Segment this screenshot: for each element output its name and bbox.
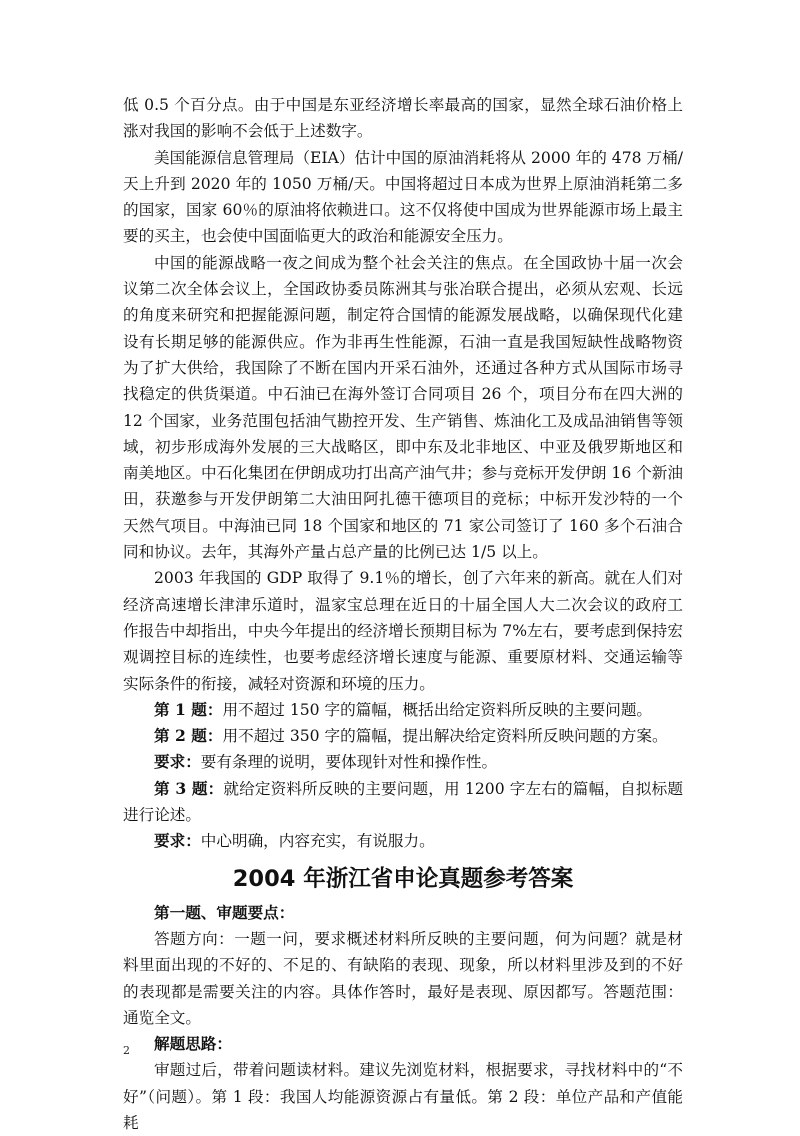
question-3	[123, 776, 683, 829]
section1-heading: 第一题、审题要点：	[154, 902, 295, 922]
paragraph-eia: 美国能源信息管理局（EIA）估计中国的原油消耗将从 2000 年的 478 万桶/天上升到 2020 年的 1050 万桶/天。中国将超过日本成为世界上原油消耗第二多的国家，国家 60％的原油将依赖进口。这不仅将使中国成为世界能源市场上最主要的买主，也会使中国面临更大的政治和能源安全压力。	[123, 148, 683, 246]
requirement-2-label: 要求：	[154, 752, 201, 772]
question-2-text: 用不超过 350 字的篇幅，提出解决给定资料所反映问题的方案。	[222, 727, 668, 746]
question-2-label: 第 2 题：	[154, 726, 223, 746]
requirement-3	[123, 828, 683, 854]
paragraph-gdp: 2003 年我国的 GDP 取得了 9.1％的增长，创了六年来的新高。就在人们对经济高速增长津津乐道时，温家宝总理在近日的十届全国人大二次会议的政府工作报告中却指出，中央今年提出的经济增长预期目标为 7%左右，要考虑到保持宏观调控目标的连续性，也要考虑经济增长速度与能源、重要原材料、交通运输等实际条件的衔接，减轻对资源和环境的压力。	[123, 569, 683, 693]
page-number: 2	[123, 1044, 130, 1057]
requirement-3-label: 要求：	[154, 831, 201, 851]
section2-heading: 解题思路：	[154, 1034, 232, 1054]
section1-text: 答题方向：一题一问，要求概述材料所反映的主要问题，何为问题？就是材料里面出现的不好的、不足的、有缺陷的表现、现象，所以材料里涉及到的不好的表现都是需要关注的内容。具体作答时，最好是表现、原因都写。答题范围：通览全文。	[123, 929, 683, 1027]
answer-title: 2004 年浙江省申论真题参考答案	[232, 865, 574, 892]
question-3-label: 第 3 题：	[154, 778, 224, 798]
question-3-text: 就给定资料所反映的主要问题，用 1200 字左右的篇幅，自拟标题进行论述。	[123, 779, 683, 825]
question-1	[123, 697, 683, 723]
question-1-text: 用不超过 150 字的篇幅，概括出给定资料所反映的主要问题。	[222, 700, 653, 719]
section2-text: 审题过后，带着问题读材料。建议先浏览材料，根据要求，寻找材料中的“不好”（问题）。第 1 段：我国人均能源资源占有量低。第 2 段：单位产品和产值能耗	[123, 1061, 683, 1132]
paragraph-continuation: 低 0.5 个百分点。由于中国是东亚经济增长率最高的国家，显然全球石油价格上涨对我国的影响不会低于上述数字。	[123, 96, 683, 141]
question-1-label: 第 1 题：	[154, 699, 223, 719]
requirement-2	[123, 749, 683, 775]
document-body	[123, 92, 683, 1136]
paragraph-energy-strategy: 中国的能源战略一夜之间成为整个社会关注的焦点。在全国政协十届一次会议第二次全体会议上，全国政协委员陈洲其与张冶联合提出，必须从宏观、长远的角度来研究和把握能源问题，制定符合国情的能源发展战略，以确保现代化建设有长期足够的能源供应。作为非再生性能源，石油一直是我国短缺性战略物资为了扩大供给，我国除了不断在国内开采石油外，还通过各种方式从国际市场寻找稳定的供货渠道。中石油已在海外签订合同项目 26 个，项目分布在四大洲的 12 个国家，业务范围包括油气勘控开发、生产销售、炼油化工及成品油销售等领域，初步形成海外发展的三大战略区，即中东及北非地区、中亚及俄罗斯地区和南美地区。中石化集团在伊朗成功打出高产油气井；参与竞标开发伊朗 16 个新油田，获邀参与开发伊朗第二大油田阿扎德干德项目的竞标；中标开发沙特的一个天然气项目。中海油已同 18 个国家和地区的 71 家公司签订了 160 多个石油合同和协议。去年，其海外产量占总产量的比例已达 1/5 以上。	[123, 253, 683, 562]
requirement-2-text: 要有条理的说明，要体现针对性和操作性。	[200, 753, 498, 772]
requirement-3-text: 中心明确，内容充实，有说服力。	[200, 832, 435, 851]
question-2	[123, 723, 683, 749]
